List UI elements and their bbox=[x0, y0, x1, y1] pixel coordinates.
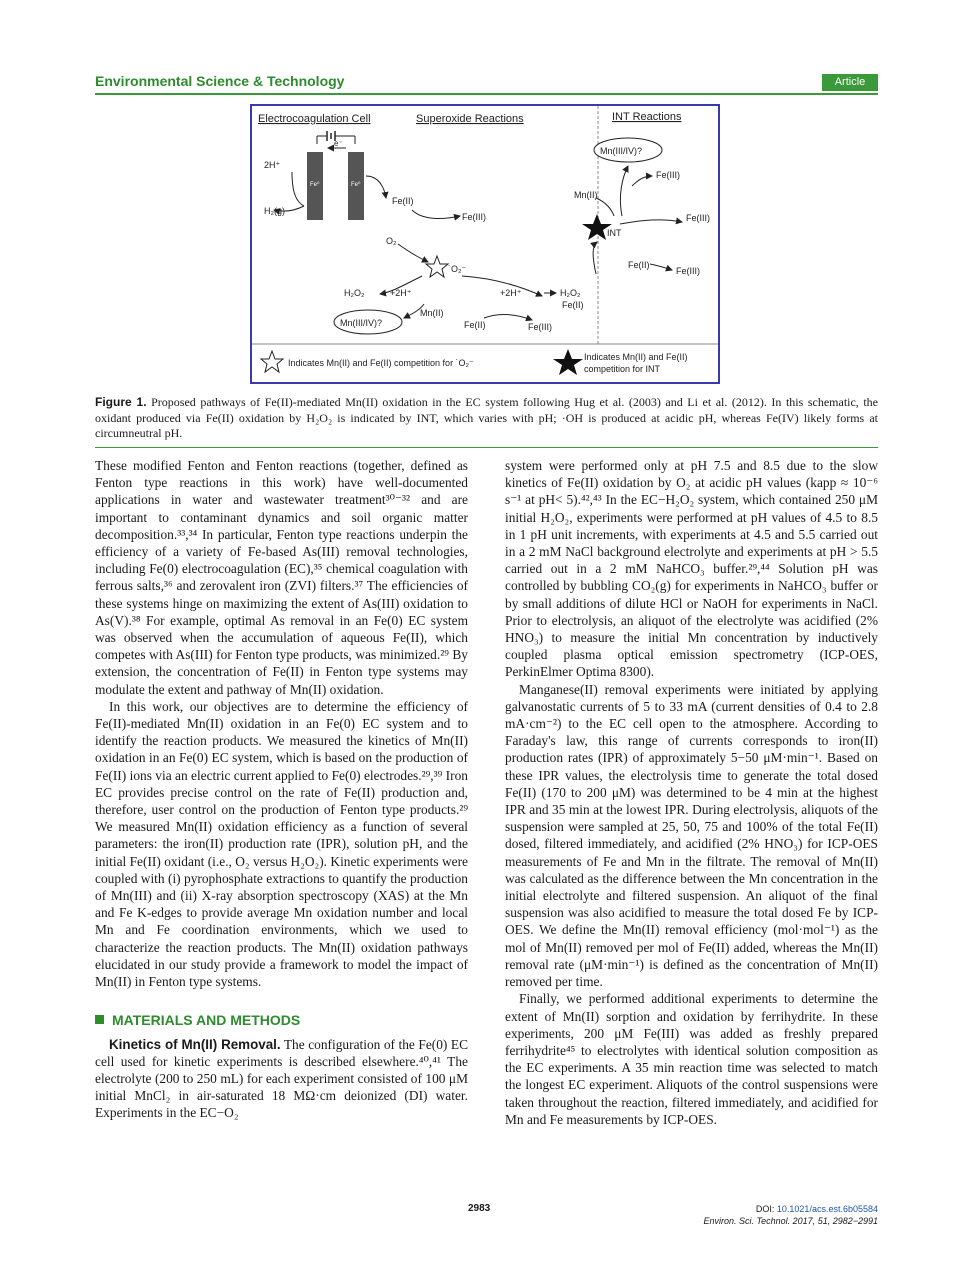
int-to-mn-arrow bbox=[620, 166, 628, 216]
right-column bbox=[505, 457, 878, 1128]
fe0-left-label: Fe⁰ bbox=[310, 182, 320, 188]
fe3-mid-label: Fe(III) bbox=[528, 322, 552, 332]
fe3-a-label: Fe(III) bbox=[462, 212, 486, 222]
doi-label: DOI: bbox=[755, 1204, 777, 1214]
mn2-right-label: Mn(II) bbox=[574, 190, 598, 200]
page-header bbox=[95, 73, 878, 93]
figure-caption-text: Proposed pathways of Fe(II)-mediated Mn(II) oxidation in the EC system following Hug et al. (2003) and Li et al. (2012). In this schematic, the oxidant produced via Fe(II) oxidation by H₂O₂ is indicated by INT, which varies with pH; ·OH is produced at acidic pH, whereas Fe(IV) likely forms at circumneutral pH. bbox=[95, 395, 879, 440]
figure-caption bbox=[95, 395, 878, 442]
h2o2-to-int-arrow bbox=[593, 242, 597, 274]
schematic-svg bbox=[252, 106, 718, 382]
left-paragraph-3-text: The configuration of the Fe(0) EC cell used for kinetic experiments is described elsewhere.⁴⁰,⁴¹ The electrolyte (200 to 250 mL) for each experiment consisted of 100 μM initial MnCl₂ in air-saturated 18 MΩ·cm deionized (DI) water. Experiments in the EC−O₂ bbox=[95, 1036, 468, 1121]
section-heading bbox=[95, 1012, 468, 1029]
section-int: INT Reactions bbox=[612, 111, 682, 123]
o2-label: O₂ bbox=[386, 236, 397, 246]
mn2-right-curve bbox=[596, 198, 614, 216]
journal-title[interactable]: Environmental Science & Technology bbox=[95, 73, 345, 89]
plus2h-right-label: +2H⁺ bbox=[500, 288, 522, 298]
right-paragraph-3: Finally, we performed additional experiments to determine the extent of Mn(II) sorption and oxidation by ferrihydrite. In these experiments, 200 μM Fe(III) was added as freshly prepared ferrihydrite⁴⁵ to electrolytes with identical solution composition as the EC experiments. A 35 min reaction time was selected to match the longest EC experiment. Aliquots of the control suspensions were taken throughout the reaction, filtered immediately, and acidified for Mn and Fe measurements by ICP-OES. bbox=[505, 991, 878, 1127]
fe2-bottom-arrow bbox=[650, 264, 672, 270]
fe3-bottom-label: Fe(III) bbox=[676, 266, 700, 276]
caption-rule bbox=[95, 447, 878, 448]
figure-1-schematic bbox=[250, 104, 720, 384]
h2o2-left-label: H₂O₂ bbox=[344, 288, 365, 298]
two-h-plus-label: 2H⁺ bbox=[264, 160, 281, 170]
figure-label: Figure 1. bbox=[95, 395, 147, 409]
open-star-icon bbox=[426, 256, 448, 277]
left-paragraph-1: These modified Fenton and Fenton reactions (together, defined as Fenton type reactions in this work) have well-documented applications in water and wastewater treatment³⁰⁻³² and are important to contaminant dynamics and soil organic matter decomposition.³³,³⁴ In particular, Fenton type reactions underpin the efficiency of a variety of Fe-based As(III) removal technologies, including Fe(0) electrocoagulation (EC),³⁵ chemical coagulation with ferrous salts,³⁶ and zerovalent iron (ZVI) filters.³⁷ The efficiencies of these systems hinge on maximizing the extent of As(III) oxidation to As(V).³⁸ For example, optimal As removal in an Fe(0) EC system was observed when the accumulation of aqueous Fe(II), which competes with As(III) for Fenton type products, was minimized.²⁹ By extension, the concentration of Fe(II) in Fenton type systems may modulate the extent and pathway of Mn(II) oxidation. bbox=[95, 458, 468, 697]
fe2-mid-arrow bbox=[484, 314, 532, 320]
h2g-label: H₂(g) bbox=[264, 206, 285, 216]
fe3-top-label: Fe(III) bbox=[656, 170, 680, 180]
header-rule bbox=[95, 93, 878, 95]
doi-block bbox=[703, 1203, 878, 1227]
plus2h-left-label: +2H⁺ bbox=[390, 288, 412, 298]
fe2-right-label: Fe(II) bbox=[562, 300, 584, 310]
section-heading-text: MATERIALS AND METHODS bbox=[112, 1012, 301, 1029]
int-label: INT bbox=[607, 228, 622, 238]
mn2-left-label: Mn(II) bbox=[420, 308, 444, 318]
mn-high-left-label: Mn(III/IV)? bbox=[340, 318, 383, 328]
anode-arrow bbox=[366, 176, 386, 198]
fe2-oxidation-arrow bbox=[412, 210, 460, 218]
fe2-cell-label: Fe(II) bbox=[392, 196, 414, 206]
int-fe3-top-arrow bbox=[632, 176, 652, 186]
left-column bbox=[95, 457, 468, 1122]
runin-heading: Kinetics of Mn(II) Removal. bbox=[109, 1036, 281, 1052]
legend-filled-text-1: Indicates Mn(II) and Fe(II) bbox=[584, 352, 688, 362]
electron-label: e⁻ bbox=[334, 139, 343, 148]
citation: Environ. Sci. Technol. 2017, 51, 2982−2991 bbox=[703, 1216, 878, 1226]
fe3-right-label: Fe(III) bbox=[686, 213, 710, 223]
h2o2-right-label: H₂O₂ bbox=[560, 288, 581, 298]
left-paragraph-2: In this work, our objectives are to determine the efficiency of Fe(II)-mediated Mn(II) oxidation in an Fe(0) EC system and to identify the reaction products. We measured the kinetics of Mn(II) oxidation in an Fe(0) EC system, which is based on the production of Fe(II) ions via an electric current applied to Fe(0) electrodes.²⁹,³⁹ Iron EC provides precise control on the rate of Fe(II) production and, therefore, user control on the production of Fenton type products.²⁹ We measured Mn(II) oxidation efficiency as a function of several parameters: the iron(II) production rate (IPR), solution pH, and the initial Fe(II) oxidant (i.e., O₂ versus H₂O₂). Kinetic experiments were coupled with (i) pyrophosphate extractions to quantify the production of Mn(III) and (ii) X-ray absorption spectroscopy (XAS) at the Mn and Fe K-edges to provide average Mn oxidation number and local Mn and Fe coordination environments, which we used to characterize the reaction products. The Mn(II) oxidation pathways elucidated in our study provide a framework to model the impact of Mn(II) in Fenton type systems. bbox=[95, 698, 468, 990]
legend-open-star-icon bbox=[261, 351, 283, 372]
int-fe3-right-arrow bbox=[620, 220, 682, 224]
legend-open-text: Indicates Mn(II) and Fe(II) competition for ˙O₂⁻ bbox=[288, 358, 474, 368]
fe2-mid-label: Fe(II) bbox=[464, 320, 486, 330]
legend-filled-star-icon bbox=[553, 349, 583, 375]
mn-high-right-label: Mn(III/IV)? bbox=[600, 146, 643, 156]
section-superoxide: Superoxide Reactions bbox=[416, 113, 524, 125]
superoxide-label: ˙O₂⁻ bbox=[448, 264, 467, 274]
fe0-right-label: Fe⁰ bbox=[351, 182, 361, 188]
fe2-bottom-label: Fe(II) bbox=[628, 260, 650, 270]
section-square-icon bbox=[95, 1015, 104, 1024]
legend-filled-text-2: competition for INT bbox=[584, 364, 661, 374]
o2-to-superoxide-arrow bbox=[398, 244, 428, 262]
right-paragraph-2: Manganese(II) removal experiments were initiated by applying galvanostatic currents of 5 to 33 mA (current densities of 0.4 to 2.8 mA·cm⁻²) to the EC cell open to the atmosphere. According to Faraday's law, this range of currents corresponds to iron(II) production rates (IPR) of approximately 5−50 μM·min⁻¹. Based on these IPR values, the electrolysis time to generate the total dosed Fe(II) (170 to 200 μM) was determined to be 4 min at the highest IPR and 35 min at the lowest IPR. During electrolysis, aliquots of the suspension were sampled at 25, 50, 75 and 100% of the total Fe(II) dosed, filtered immediately, and acidified (2% HNO₃) for ICP-OES measurements of Fe and Mn in the filtrate. The removal of Mn(II) was calculated as the difference between the Mn concentration in the initial electrolyte and filtered suspension. An aliquot of the final suspension was also acidified to measure the total dosed Fe by ICP-OES. We define the Mn(II) removal efficiency (mol·mol⁻¹) as the mol of Mn(II) removed per mol of Fe(II) added, whereas the Mn(II) removal rate (μM·min⁻¹) is defined as the concentration of Mn(II) removed per time. bbox=[505, 681, 878, 990]
section-ec-cell: Electrocoagulation Cell bbox=[258, 113, 371, 125]
doi-link[interactable]: 10.1021/acs.est.6b05584 bbox=[776, 1204, 878, 1214]
article-badge: Article bbox=[822, 74, 878, 91]
left-paragraph-3 bbox=[95, 1036, 468, 1122]
page-number: 2983 bbox=[468, 1203, 491, 1214]
right-paragraph-1: system were performed only at pH 7.5 and 8.5 due to the slow kinetics of Fe(II) oxidation by O₂ at acidic pH values (kapp ≈ 10⁻⁶ s⁻¹ at pH< 5).⁴²,⁴³ In the EC−H₂O₂ system, which contained 250 μM initial H₂O₂, experiments were performed at pH values of 4.5 to 8.5 in 1 pH unit increments, with experiments at 4.5 and 5.5 carried out in a 2 mM NaCl background electrolyte and experiments at pH > 5.5 carried out in a 2 mM NaHCO₃ buffer.²⁹,⁴⁴ Solution pH was controlled by bubbling CO₂(g) for experiments in NaHCO₃ buffer or by small additions of dilute HCl or NaOH for experiments in NaCl. Prior to electrolysis, an aliquot of the electrolyte was acidified (2% HNO₃) to measure the initial Mn concentration by inductively coupled plasma optical emission spectrometry (ICP-OES, PerkinElmer Optima 8300). bbox=[505, 458, 878, 680]
